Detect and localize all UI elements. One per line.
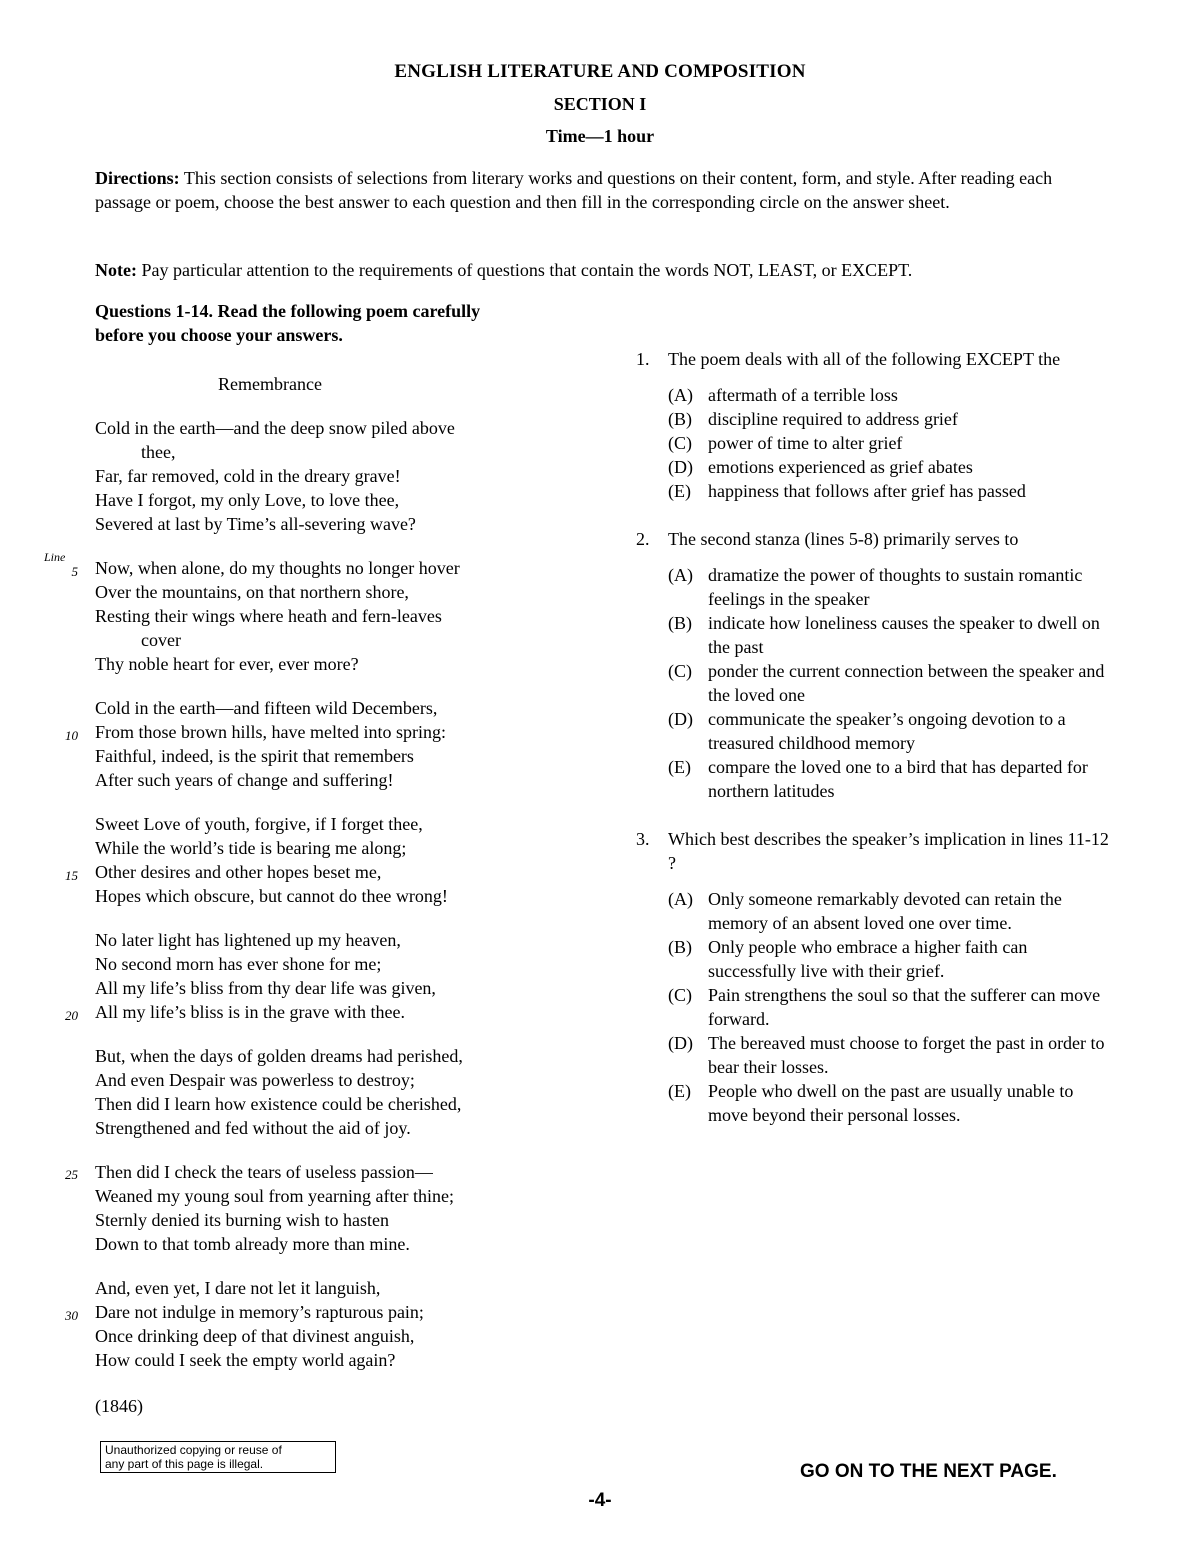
poem-line: And, even yet, I dare not let it languish,: [95, 1278, 381, 1298]
question-number: 3.: [636, 829, 650, 849]
answer-choice[interactable]: [668, 887, 1116, 935]
line-number: 15: [65, 868, 78, 883]
choice-text: Pain strengthens the soul so that the sufferer can move forward.: [708, 985, 1101, 1029]
poem-line: Sweet Love of youth, forgive, if I forget thee,: [95, 814, 423, 834]
choice-letter: (B): [668, 409, 692, 429]
answer-choice[interactable]: [668, 431, 1116, 455]
poem-line: cover: [141, 630, 181, 650]
choice-letter: (D): [668, 457, 693, 477]
questions-intro: [95, 299, 575, 347]
poem-line: Faithful, indeed, is the spirit that remembers: [95, 746, 414, 766]
line-number: 25: [65, 1167, 78, 1182]
note-label: Note:: [95, 260, 137, 280]
questions-column: [636, 347, 1116, 1151]
stanza: [95, 1160, 565, 1256]
answer-choice[interactable]: [668, 935, 1116, 983]
choice-letter: (D): [668, 709, 693, 729]
poem-line: Once drinking deep of that divinest anguish,: [95, 1326, 415, 1346]
line-number: 5: [71, 564, 78, 579]
line-label: Line: [44, 550, 66, 564]
answer-choice[interactable]: [668, 479, 1116, 503]
question-number: 1.: [636, 349, 650, 369]
choice-letter: (E): [668, 757, 691, 777]
choice-text: ponder the current connection between the speaker and the loved one: [708, 661, 1105, 705]
note: [95, 258, 1110, 282]
page-title: ENGLISH LITERATURE AND COMPOSITION: [394, 61, 806, 82]
poem-line: Then did I learn how existence could be cherished,: [95, 1094, 462, 1114]
choice-text: People who dwell on the past are usually unable to move beyond their personal losses.: [708, 1081, 1074, 1125]
poem-line: From those brown hills, have melted into spring:: [95, 722, 446, 742]
question-stem: Which best describes the speaker’s implication in lines 11-12 ?: [668, 829, 1109, 873]
poem-line: All my life’s bliss is in the grave with thee.: [95, 1002, 405, 1022]
stanza: [95, 556, 565, 676]
poem-line: And even Despair was powerless to destroy;: [95, 1070, 415, 1090]
directions-text: This section consists of selections from literary works and questions on their content, form, and style. After reading each passage or poem, choose the best answer to each question and then fill in the corresponding circle on the answer sheet.: [95, 168, 1053, 212]
poem-line: How could I seek the empty world again?: [95, 1350, 396, 1370]
choice-letter: (A): [668, 565, 693, 585]
choice-text: Only someone remarkably devoted can retain the memory of an absent loved one over time.: [708, 889, 1062, 933]
choice-letter: (B): [668, 613, 692, 633]
choice-text: communicate the speaker’s ongoing devotion to a treasured childhood memory: [708, 709, 1066, 753]
choice-letter: (E): [668, 481, 691, 501]
answer-choice[interactable]: [668, 1031, 1116, 1079]
question-stem: The second stanza (lines 5-8) primarily serves to: [668, 529, 1019, 549]
choice-text: power of time to alter grief: [708, 433, 903, 453]
answer-choice[interactable]: [668, 755, 1116, 803]
poem-line: Resting their wings where heath and fern-leaves: [95, 606, 442, 626]
poem-line: Weaned my young soul from yearning after thine;: [95, 1186, 454, 1206]
line-number: 30: [65, 1308, 78, 1323]
question: [636, 827, 1116, 1127]
choice-letter: (E): [668, 1081, 691, 1101]
poem-line: Hopes which obscure, but cannot do thee wrong!: [95, 886, 448, 906]
answer-choice[interactable]: [668, 1079, 1116, 1127]
choice-letter: (A): [668, 889, 693, 909]
question: [636, 347, 1116, 503]
notice-line: any part of this page is illegal.: [105, 1457, 264, 1471]
poem-body: [95, 416, 565, 1392]
poem-line: After such years of change and suffering!: [95, 770, 394, 790]
choice-text: happiness that follows after grief has passed: [708, 481, 1026, 501]
directions: [95, 166, 1110, 214]
answer-choice[interactable]: [668, 707, 1116, 755]
question-stem: The poem deals with all of the following EXCEPT the: [668, 349, 1061, 369]
question-number: 2.: [636, 529, 650, 549]
poem-line: Sternly denied its burning wish to hasten: [95, 1210, 389, 1230]
choice-text: Only people who embrace a higher faith can successfully live with their grief.: [708, 937, 1028, 981]
poem-line: No second morn has ever shone for me;: [95, 954, 382, 974]
poem-line: All my life’s bliss from thy dear life was given,: [95, 978, 436, 998]
poem-line: Strengthened and fed without the aid of joy.: [95, 1118, 411, 1138]
poem-line: But, when the days of golden dreams had perished,: [95, 1046, 463, 1066]
stanza: [95, 416, 565, 536]
choice-letter: (C): [668, 433, 692, 453]
choice-letter: (B): [668, 937, 692, 957]
questions-intro-line: before you choose your answers.: [95, 325, 343, 345]
answer-choice[interactable]: [668, 383, 1116, 407]
choice-letter: (C): [668, 661, 692, 681]
poem-line: Down to that tomb already more than mine.: [95, 1234, 410, 1254]
question: [636, 527, 1116, 803]
choice-text: dramatize the power of thoughts to sustain romantic feelings in the speaker: [708, 565, 1083, 609]
directions-label: Directions:: [95, 168, 180, 188]
choice-text: emotions experienced as grief abates: [708, 457, 973, 477]
line-number: 20: [65, 1008, 78, 1023]
poem-line: Dare not indulge in memory’s rapturous pain;: [95, 1302, 424, 1322]
choice-text: compare the loved one to a bird that has departed for northern latitudes: [708, 757, 1088, 801]
choice-text: The bereaved must choose to forget the past in order to bear their losses.: [708, 1033, 1105, 1077]
poem-line: Far, far removed, cold in the dreary grave!: [95, 466, 401, 486]
choice-letter: (C): [668, 985, 692, 1005]
choice-letter: (A): [668, 385, 693, 405]
section-heading: SECTION I: [553, 94, 647, 114]
stanza: [95, 812, 565, 908]
poem-line: Now, when alone, do my thoughts no longer hover: [95, 558, 460, 578]
time-limit: Time—1 hour: [545, 126, 655, 146]
poem-line: Have I forgot, my only Love, to love thee,: [95, 490, 400, 510]
note-text: Pay particular attention to the requirements of questions that contain the words NOT, LEAST, or EXCEPT.: [141, 260, 913, 280]
stanza: [95, 696, 565, 792]
poem-line: Thy noble heart for ever, ever more?: [95, 654, 359, 674]
stanza: [95, 928, 565, 1024]
poem-line: Severed at last by Time’s all-severing wave?: [95, 514, 416, 534]
answer-choice[interactable]: [668, 407, 1116, 431]
poem-line: thee,: [141, 442, 176, 462]
answer-choice[interactable]: [668, 659, 1116, 707]
poem-line: Cold in the earth—and the deep snow piled above: [95, 418, 455, 438]
choice-letter: (D): [668, 1033, 693, 1053]
choice-text: discipline required to address grief: [708, 409, 958, 429]
poem-line: While the world’s tide is bearing me along;: [95, 838, 407, 858]
stanza: [95, 1276, 565, 1372]
line-number: 10: [65, 728, 78, 743]
notice-line: Unauthorized copying or reuse of: [105, 1443, 282, 1457]
poem-line: Then did I check the tears of useless passion—: [95, 1162, 433, 1182]
answer-choice[interactable]: [668, 563, 1116, 611]
stanza: [95, 1044, 565, 1140]
poem-line: Over the mountains, on that northern shore,: [95, 582, 409, 602]
poem-line: Cold in the earth—and fifteen wild Decembers,: [95, 698, 438, 718]
choice-text: aftermath of a terrible loss: [708, 385, 898, 405]
choice-text: indicate how loneliness causes the speaker to dwell on the past: [708, 613, 1100, 657]
page-number: -4-: [588, 1490, 612, 1511]
questions-intro-line: Questions 1-14. Read the following poem carefully: [95, 301, 481, 321]
poem-line: Other desires and other hopes beset me,: [95, 862, 382, 882]
poem-year: (1846): [95, 1396, 143, 1416]
answer-choice[interactable]: [668, 455, 1116, 479]
answer-choice[interactable]: [668, 611, 1116, 659]
copyright-notice: [100, 1441, 336, 1473]
poem-title: Remembrance: [218, 374, 322, 394]
go-on-notice: GO ON TO THE NEXT PAGE.: [800, 1461, 1057, 1482]
answer-choice[interactable]: [668, 983, 1116, 1031]
poem-line: No later light has lightened up my heaven,: [95, 930, 401, 950]
